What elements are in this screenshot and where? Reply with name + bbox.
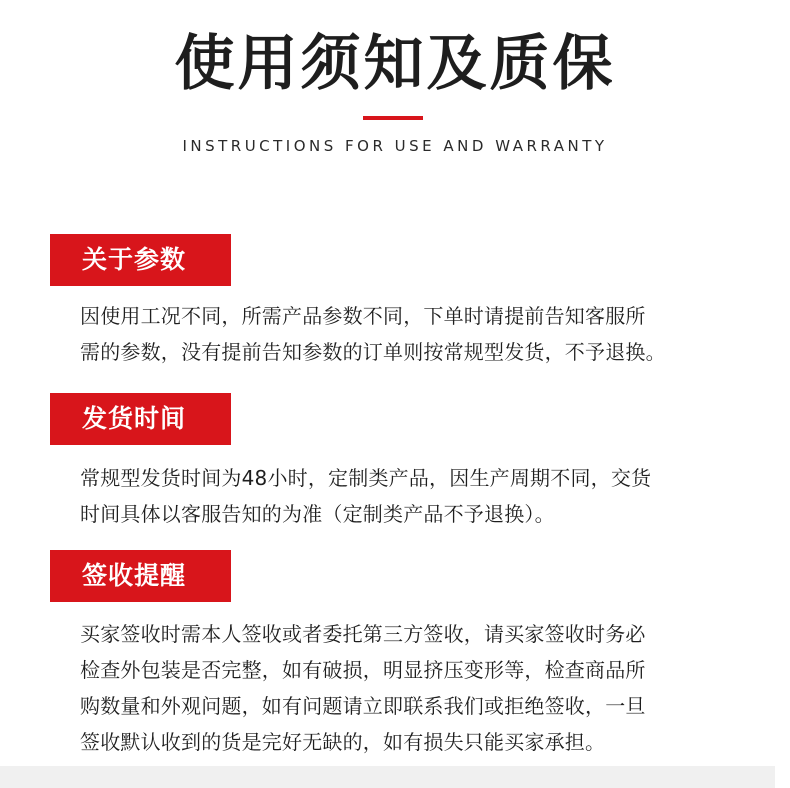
page-title: 使用须知及质保 xyxy=(174,29,616,99)
section-heading: 关于参数 xyxy=(82,245,187,274)
section-text-parameters xyxy=(80,298,780,370)
bottom-divider-band xyxy=(0,766,775,788)
text-line: 需的参数，没有提前告知参数的订单则按常规型发货，不予退换。 xyxy=(80,340,666,364)
text-line: 签收默认收到的货是完好无缺的，如有损失只能买家承担。 xyxy=(80,730,606,754)
page-subtitle: INSTRUCTIONS FOR USE AND WARRANTY xyxy=(182,137,608,155)
section-text-shipping-time xyxy=(80,460,780,532)
text-line: 检查外包装是否完整，如有破损，明显挤压变形等，检查商品所 xyxy=(80,658,646,682)
section-tag-receipt-reminder xyxy=(50,550,231,602)
section-heading: 发货时间 xyxy=(82,404,187,433)
text-line: 买家签收时需本人签收或者委托第三方签收，请买家签收时务必 xyxy=(80,622,646,646)
section-tag-shipping-time xyxy=(50,393,231,445)
text-line: 因使用工况不同，所需产品参数不同，下单时请提前告知客服所 xyxy=(80,304,646,328)
section-text-receipt-reminder xyxy=(80,616,780,760)
title-underline xyxy=(363,116,423,120)
section-tag-parameters xyxy=(50,234,231,286)
text-line: 购数量和外观问题，如有问题请立即联系我们或拒绝签收，一旦 xyxy=(80,694,646,718)
text-line: 常规型发货时间为48小时，定制类产品，因生产周期不同，交货 xyxy=(80,466,652,490)
text-line: 时间具体以客服告知的为准（定制类产品不予退换）。 xyxy=(80,502,555,526)
section-heading: 签收提醒 xyxy=(82,561,187,590)
